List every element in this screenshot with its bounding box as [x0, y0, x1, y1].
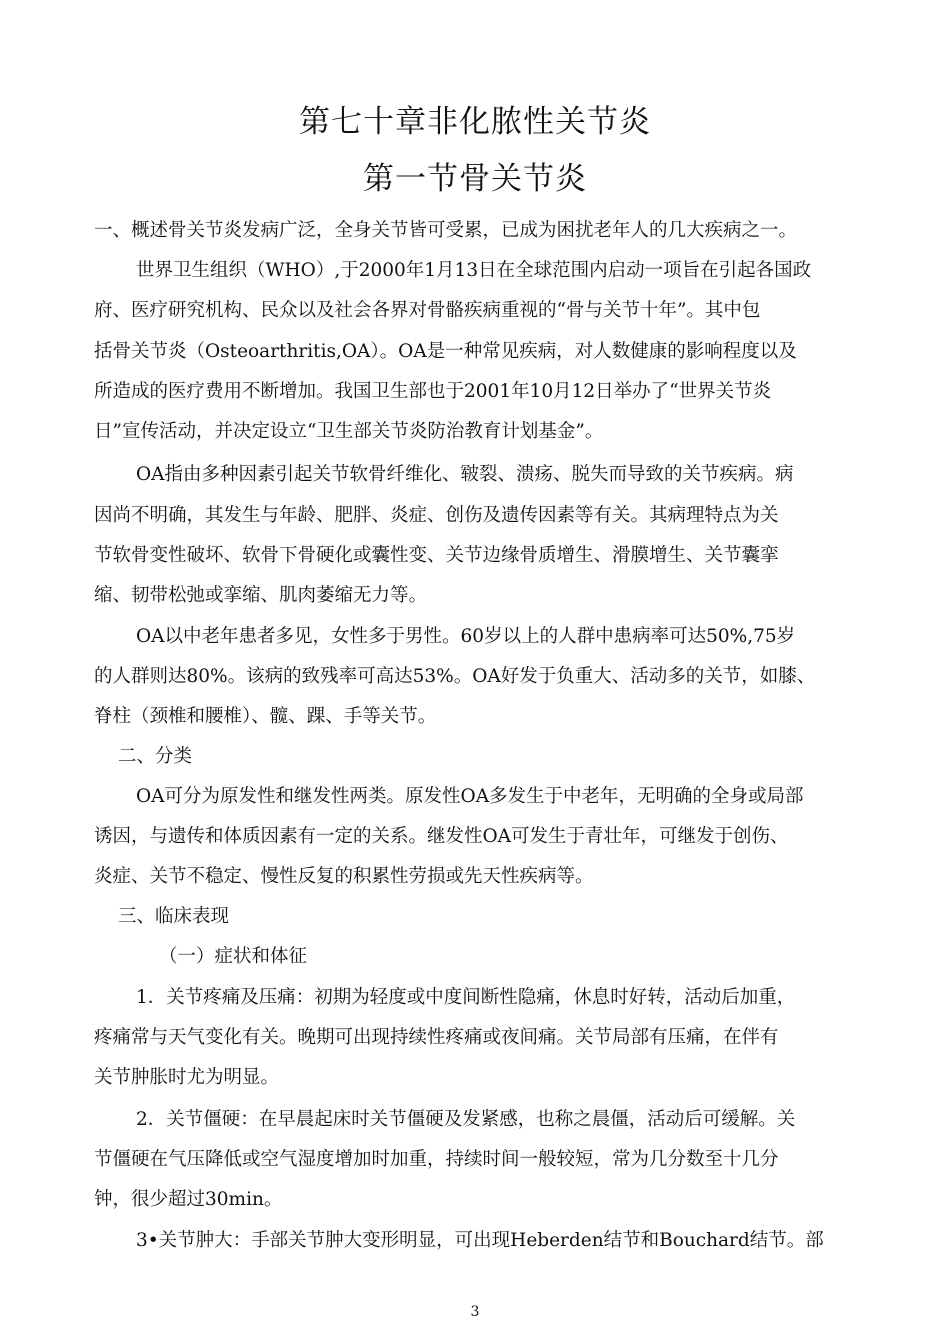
text-line: 脊柱（颈椎和腰椎）、髋、踝、手等关节。 [94, 706, 437, 727]
text-line: 的人群则达80%。该病的致残率可高达53%。OA好发于负重大、活动多的关节，如膝、 [94, 666, 816, 687]
text-line: 缩、韧带松弛或挛缩、肌肉萎缩无力等。 [94, 585, 428, 606]
chapter-title: 第七十章非化脓性关节炎 [299, 104, 651, 140]
text-line: 3•关节肿大：手部关节肿大变形明显，可出现Heberden结节和Bouchard结节。部 [136, 1230, 824, 1251]
text-line: 关节肿胀时尤为明显。 [94, 1067, 280, 1088]
text-line: 所造成的医疗费用不断增加。我国卫生部也于2001年10月12日举办了“世界关节炎 [94, 381, 772, 402]
text-line: 府、医疗研究机构、民众以及社会各界对骨骼疾病重视的“骨与关节十年”。其中包 [94, 300, 761, 321]
text-line: 钟，很少超过30min。 [94, 1189, 283, 1210]
text-line: 节僵硬在气压降低或空气湿度增加时加重，持续时间一般较短，常为几分数至十几分 [94, 1149, 779, 1170]
section-heading: 三、临床表现 [118, 906, 230, 927]
text-line: 因尚不明确，其发生与年龄、肥胖、炎症、创伤及遗传因素等有关。其病理特点为关 [94, 505, 779, 526]
text-line: 节软骨变性破坏、软骨下骨硬化或囊性变、关节边缘骨质增生、滑膜增生、关节囊挛 [94, 545, 779, 566]
text-line: 1．关节疼痛及压痛：初期为轻度或中度间断性隐痛，休息时好转，活动后加重， [136, 987, 796, 1008]
text-line: OA可分为原发性和继发性两类。原发性OA多发生于中老年，无明确的全身或局部 [136, 786, 804, 807]
text-line: 世界卫生组织（WHO）,于2000年1月13日在全球范围内启动一项旨在引起各国政 [136, 260, 812, 281]
text-line: 2．关节僵硬：在早晨起床时关节僵硬及发紧感，也称之晨僵，活动后可缓解。关 [136, 1109, 796, 1130]
section-title: 第一节骨关节炎 [363, 161, 587, 197]
text-line: 括骨关节炎（Osteoarthritis,OA）。OA是一种常见疾病，对人数健康的影响程度以及 [94, 341, 797, 362]
text-line: OA指由多种因素引起关节软骨纤维化、皲裂、溃疡、脱失而导致的关节疾病。病 [136, 464, 794, 485]
text-line: 炎症、关节不稳定、慢性反复的积累性劳损或先天性疾病等。 [94, 866, 594, 887]
text-line: 疼痛常与天气变化有关。晚期可出现持续性疼痛或夜间痛。关节局部有压痛，在伴有 [94, 1027, 779, 1048]
text-line: 诱因，与遗传和体质因素有一定的关系。继发性OA可发生于青壮年，可继发于创伤、 [94, 826, 789, 847]
section-heading: 二、分类 [118, 746, 193, 767]
text-line: OA以中老年患者多见，女性多于男性。60岁以上的人群中患病率可达50%,75岁 [136, 626, 796, 647]
page-number: 3 [470, 1304, 480, 1320]
text-line: 日”宣传活动，并决定设立“卫生部关节炎防治教育计划基金”。 [94, 421, 604, 442]
text-line: 一、概述骨关节炎发病广泛，全身关节皆可受累，已成为困扰老年人的几大疾病之一。 [94, 220, 798, 241]
subsection-heading: （一）症状和体征 [159, 946, 308, 967]
